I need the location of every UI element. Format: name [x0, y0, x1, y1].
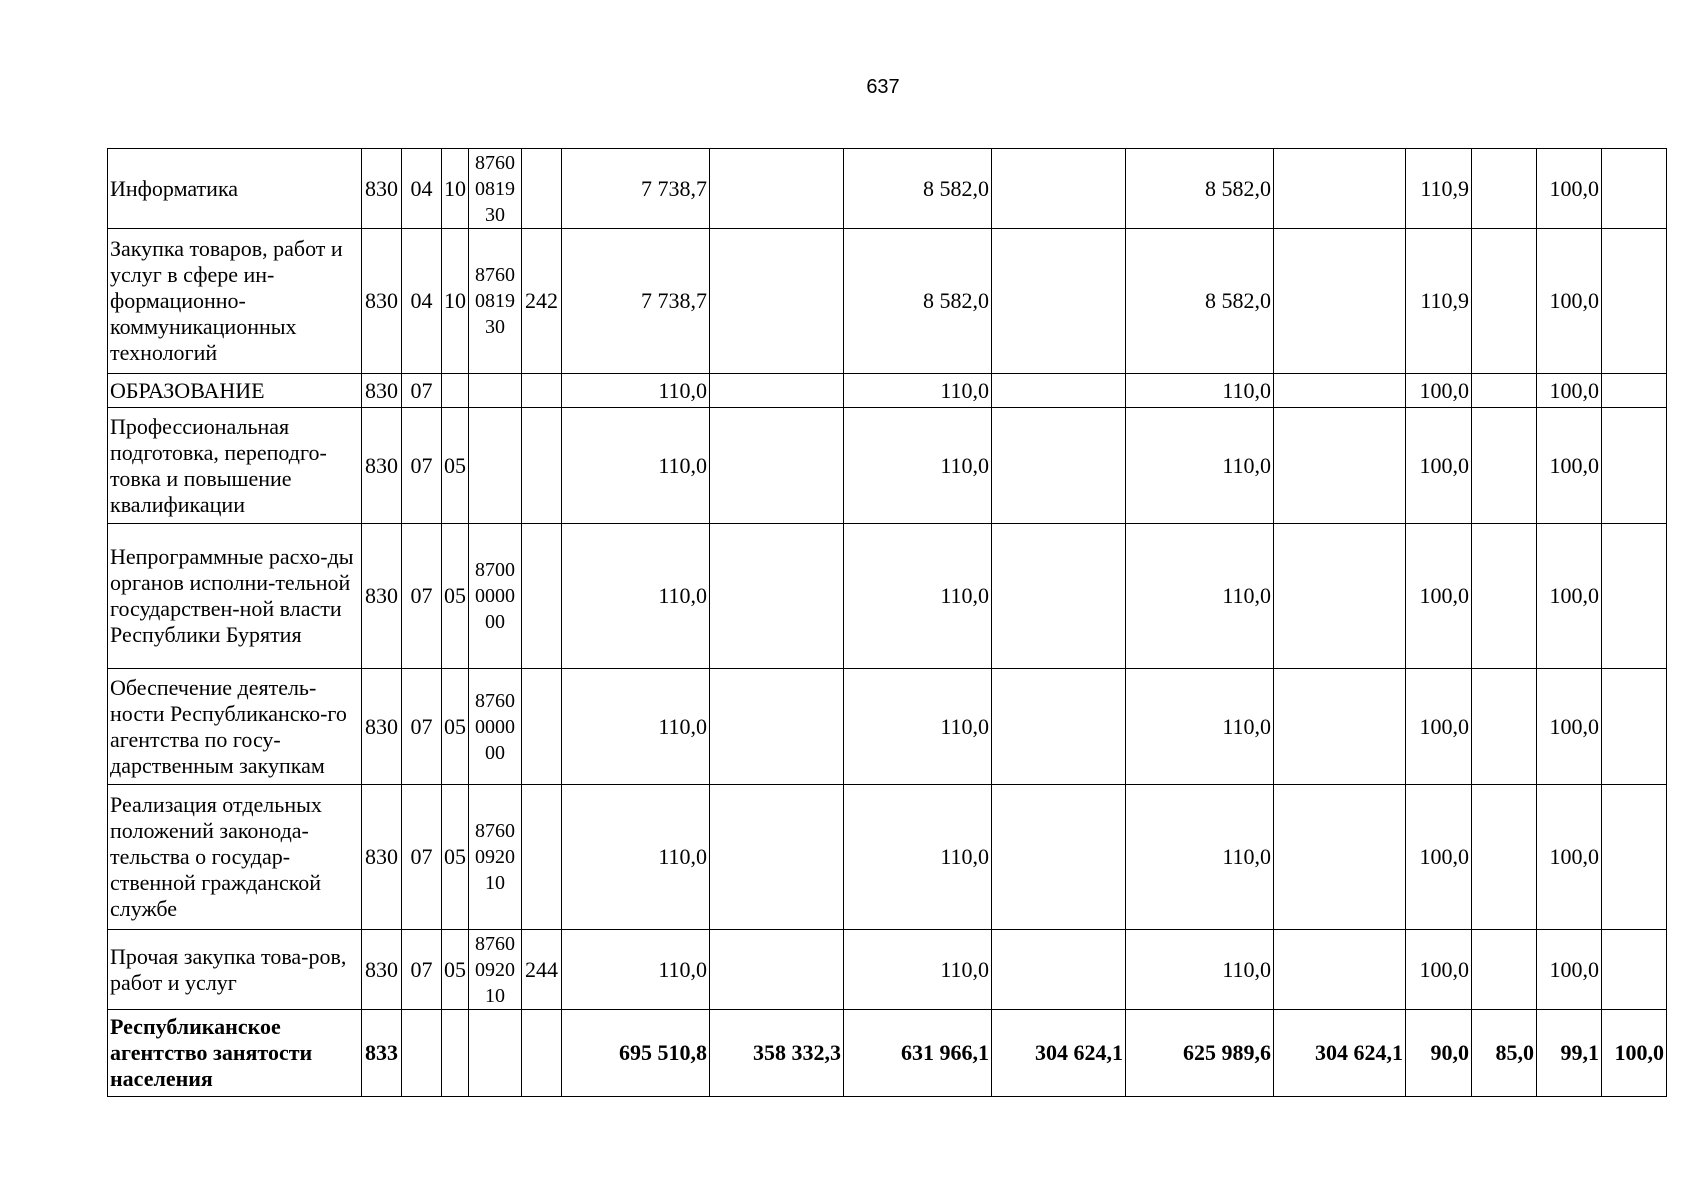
percent-4 — [1602, 149, 1667, 229]
percent-1: 110,9 — [1406, 229, 1472, 374]
code-section: 07 — [402, 785, 442, 930]
code-expense-type: 244 — [522, 930, 562, 1010]
code-subsection: 05 — [442, 524, 469, 669]
code-target-article-part: 8760 — [475, 689, 515, 712]
code-target-article — [469, 930, 522, 1010]
code-target-article-part: 8760 — [475, 932, 515, 955]
code-subsection: 05 — [442, 785, 469, 930]
value-6 — [1274, 785, 1406, 930]
value-2 — [710, 669, 844, 785]
code-subsection — [442, 1010, 469, 1097]
code-subsection: 10 — [442, 229, 469, 374]
code-subsection: 05 — [442, 669, 469, 785]
percent-2 — [1472, 785, 1537, 930]
code-expense-type — [522, 785, 562, 930]
percent-3: 100,0 — [1537, 408, 1602, 524]
code-target-article-part: 10 — [485, 872, 505, 894]
percent-3: 100,0 — [1537, 669, 1602, 785]
percent-3: 100,0 — [1537, 374, 1602, 408]
value-5: 8 582,0 — [1126, 149, 1274, 229]
table-row — [108, 408, 1667, 524]
value-1: 7 738,7 — [562, 149, 710, 229]
value-5: 110,0 — [1126, 669, 1274, 785]
percent-1: 100,0 — [1406, 524, 1472, 669]
value-3: 8 582,0 — [844, 149, 992, 229]
value-6 — [1274, 149, 1406, 229]
code-target-article — [469, 149, 522, 229]
value-5: 110,0 — [1126, 408, 1274, 524]
percent-4 — [1602, 374, 1667, 408]
percent-4 — [1602, 930, 1667, 1010]
row-name: ОБРАЗОВАНИЕ — [108, 374, 362, 408]
value-2 — [710, 374, 844, 408]
value-6 — [1274, 524, 1406, 669]
value-2 — [710, 229, 844, 374]
percent-1: 100,0 — [1406, 669, 1472, 785]
value-2 — [710, 524, 844, 669]
table-row — [108, 669, 1667, 785]
percent-3: 100,0 — [1537, 149, 1602, 229]
budget-table — [107, 148, 1667, 1097]
table-row — [108, 229, 1667, 374]
code-target-article-part: 30 — [485, 203, 505, 226]
value-5: 625 989,6 — [1126, 1010, 1274, 1097]
value-4 — [992, 524, 1126, 669]
code-section: 07 — [402, 524, 442, 669]
value-2 — [710, 785, 844, 930]
code-ved: 833 — [362, 1010, 402, 1097]
percent-3: 100,0 — [1537, 785, 1602, 930]
percent-3: 99,1 — [1537, 1010, 1602, 1097]
code-expense-type — [522, 374, 562, 408]
code-section: 04 — [402, 229, 442, 374]
code-target-article — [469, 1010, 522, 1097]
table-row — [108, 1010, 1667, 1097]
code-target-article-part: 30 — [485, 316, 505, 338]
value-4 — [992, 149, 1126, 229]
code-ved: 830 — [362, 524, 402, 669]
percent-3: 100,0 — [1537, 229, 1602, 374]
row-name: Непрограммные расхо-ды органов исполни-тельной государствен-ной власти Республики Бурятия — [108, 524, 362, 669]
value-2 — [710, 408, 844, 524]
code-subsection — [442, 374, 469, 408]
row-name: Информатика — [108, 149, 362, 229]
value-3: 110,0 — [844, 374, 992, 408]
value-3: 110,0 — [844, 669, 992, 785]
percent-1: 110,9 — [1406, 149, 1472, 229]
percent-2 — [1472, 408, 1537, 524]
code-section: 04 — [402, 149, 442, 229]
percent-1: 100,0 — [1406, 785, 1472, 930]
value-4 — [992, 374, 1126, 408]
code-ved: 830 — [362, 669, 402, 785]
value-6 — [1274, 374, 1406, 408]
code-target-article-part: 10 — [485, 984, 505, 1007]
value-4: 304 624,1 — [992, 1010, 1126, 1097]
value-4 — [992, 408, 1126, 524]
value-4 — [992, 229, 1126, 374]
percent-1: 100,0 — [1406, 930, 1472, 1010]
percent-4 — [1602, 785, 1667, 930]
row-name: Закупка товаров, работ и услуг в сфере ин-формационно-коммуникационных технологий — [108, 229, 362, 374]
code-section: 07 — [402, 930, 442, 1010]
value-2 — [710, 149, 844, 229]
value-6 — [1274, 669, 1406, 785]
code-target-article-part: 8760 — [475, 264, 515, 286]
value-2 — [710, 930, 844, 1010]
value-5: 110,0 — [1126, 930, 1274, 1010]
budget-table-body — [108, 149, 1667, 1097]
value-3: 110,0 — [844, 408, 992, 524]
table-row — [108, 374, 1667, 408]
row-name: Прочая закупка това-ров, работ и услуг — [108, 930, 362, 1010]
code-target-article — [469, 785, 522, 930]
row-name: Обеспечение деятель-ности Республиканско-го агентства по госу-дарственным закупкам — [108, 669, 362, 785]
percent-2 — [1472, 930, 1537, 1010]
value-1: 110,0 — [562, 930, 710, 1010]
code-expense-type — [522, 669, 562, 785]
percent-4 — [1602, 669, 1667, 785]
table-row — [108, 524, 1667, 669]
value-4 — [992, 785, 1126, 930]
percent-2 — [1472, 669, 1537, 785]
value-5: 110,0 — [1126, 524, 1274, 669]
percent-1: 100,0 — [1406, 374, 1472, 408]
percent-2 — [1472, 374, 1537, 408]
value-1: 695 510,8 — [562, 1010, 710, 1097]
code-ved: 830 — [362, 374, 402, 408]
code-target-article — [469, 524, 522, 669]
percent-4 — [1602, 229, 1667, 374]
value-1: 110,0 — [562, 669, 710, 785]
value-6 — [1274, 930, 1406, 1010]
value-1: 110,0 — [562, 374, 710, 408]
percent-3: 100,0 — [1537, 524, 1602, 669]
value-1: 110,0 — [562, 524, 710, 669]
percent-2: 85,0 — [1472, 1010, 1537, 1097]
code-target-article-part: 0920 — [475, 846, 515, 868]
row-name: Республиканское агентство занятости населения — [108, 1010, 362, 1097]
code-ved: 830 — [362, 408, 402, 524]
code-section: 07 — [402, 669, 442, 785]
code-target-article — [469, 229, 522, 374]
code-target-article-part: 0000 — [475, 585, 515, 607]
code-target-article-part: 00 — [485, 741, 505, 764]
value-1: 110,0 — [562, 408, 710, 524]
code-section: 07 — [402, 408, 442, 524]
code-expense-type — [522, 1010, 562, 1097]
value-3: 8 582,0 — [844, 229, 992, 374]
percent-1: 90,0 — [1406, 1010, 1472, 1097]
code-ved: 830 — [362, 930, 402, 1010]
value-5: 110,0 — [1126, 374, 1274, 408]
code-target-article — [469, 669, 522, 785]
code-target-article-part: 0000 — [475, 715, 515, 738]
code-subsection: 10 — [442, 149, 469, 229]
code-target-article-part: 8700 — [475, 559, 515, 581]
code-target-article-part: 0920 — [475, 958, 515, 981]
value-3: 110,0 — [844, 785, 992, 930]
code-target-article-part: 0819 — [475, 177, 515, 200]
code-subsection: 05 — [442, 408, 469, 524]
code-target-article — [469, 408, 522, 524]
value-6 — [1274, 229, 1406, 374]
percent-2 — [1472, 524, 1537, 669]
code-target-article-part: 0819 — [475, 290, 515, 312]
percent-3: 100,0 — [1537, 930, 1602, 1010]
code-target-article-part: 00 — [485, 611, 505, 633]
value-2: 358 332,3 — [710, 1010, 844, 1097]
row-name: Профессиональная подготовка, переподго-товка и повышение квалификации — [108, 408, 362, 524]
value-4 — [992, 669, 1126, 785]
code-ved: 830 — [362, 149, 402, 229]
code-expense-type — [522, 149, 562, 229]
table-row — [108, 149, 1667, 229]
value-5: 110,0 — [1126, 785, 1274, 930]
value-5: 8 582,0 — [1126, 229, 1274, 374]
code-ved: 830 — [362, 785, 402, 930]
percent-1: 100,0 — [1406, 408, 1472, 524]
percent-4 — [1602, 524, 1667, 669]
table-row — [108, 785, 1667, 930]
code-expense-type — [522, 524, 562, 669]
code-target-article-part: 8760 — [475, 820, 515, 842]
code-ved: 830 — [362, 229, 402, 374]
code-subsection: 05 — [442, 930, 469, 1010]
value-3: 110,0 — [844, 524, 992, 669]
row-name: Реализация отдельных положений законода-тельства о государ-ственной гражданской службе — [108, 785, 362, 930]
value-6 — [1274, 408, 1406, 524]
value-3: 631 966,1 — [844, 1010, 992, 1097]
table-row — [108, 930, 1667, 1010]
code-expense-type: 242 — [522, 229, 562, 374]
value-1: 110,0 — [562, 785, 710, 930]
percent-2 — [1472, 229, 1537, 374]
code-section: 07 — [402, 374, 442, 408]
value-6: 304 624,1 — [1274, 1010, 1406, 1097]
code-target-article — [469, 374, 522, 408]
code-section — [402, 1010, 442, 1097]
percent-4 — [1602, 408, 1667, 524]
percent-4: 100,0 — [1602, 1010, 1667, 1097]
code-target-article-part: 8760 — [475, 151, 515, 174]
value-3: 110,0 — [844, 930, 992, 1010]
page-number: 637 — [866, 76, 900, 98]
percent-2 — [1472, 149, 1537, 229]
value-1: 7 738,7 — [562, 229, 710, 374]
value-4 — [992, 930, 1126, 1010]
code-expense-type — [522, 408, 562, 524]
